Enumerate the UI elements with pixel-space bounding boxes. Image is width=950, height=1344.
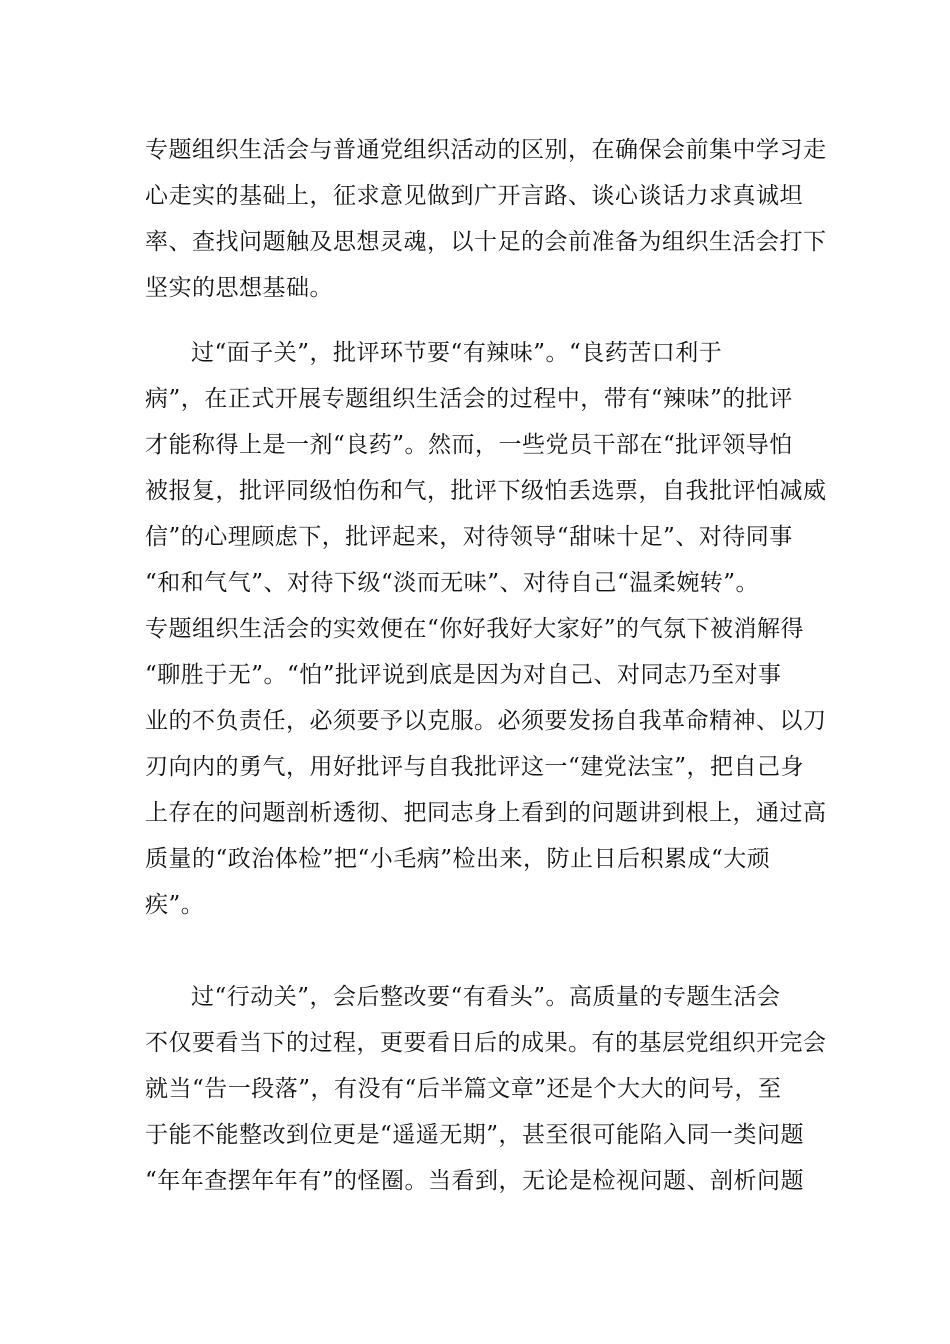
paragraph-line: 就当“告一段落”，有没有“后半篇文章”还是个大大的问号，至 — [145, 1076, 782, 1102]
paragraph-line: 业的不负责任，必须要予以克服。必须要发扬自我革命精神、以刀 — [145, 708, 827, 734]
paragraph-line: 上存在的问题剖析透彻、把同志身上看到的问题讲到根上，通过高 — [145, 800, 827, 826]
paragraph-line: 疾”。 — [145, 892, 205, 918]
paragraph-line: 过“行动关”，会后整改要“有看头”。高质量的专题生活会 — [191, 984, 781, 1010]
paragraph-line: “聊胜于无”。“怕”批评说到底是因为对自己、对同志乃至对事 — [145, 662, 782, 688]
paragraph-line: 质量的“政治体检”把“小毛病”检出来，防止日后积累成“大顽 — [145, 846, 771, 872]
paragraph-line: 被报复，批评同级怕伤和气，批评下级怕丢选票，自我批评怕减威 — [145, 478, 827, 504]
paragraph-2 — [145, 330, 827, 928]
paragraph-line: 过“面子关”，批评环节要“有辣味”。“良药苦口利于 — [191, 340, 723, 366]
paragraph-1 — [145, 127, 827, 311]
paragraph-line: “年年查摆年年有”的怪圈。当看到，无论是检视问题、剖析问题 — [145, 1168, 805, 1194]
paragraph-line: 于能不能整改到位更是“遥遥无期”，甚至很可能陷入同一类问题 — [145, 1122, 805, 1148]
paragraph-line: 信”的心理顾虑下，批评起来，对待领导“甜味十足”、对待同事 — [145, 524, 793, 550]
paragraph-line: 坚实的思想基础。 — [145, 275, 333, 301]
paragraph-line: 病”，在正式开展专题组织生活会的过程中，带有“辣味”的批评 — [145, 386, 793, 412]
paragraph-line: 不仅要看当下的过程，更要看日后的成果。有的基层党组织开完会 — [145, 1030, 827, 1056]
paragraph-line: 心走实的基础上，征求意见做到广开言路、谈心谈话力求真诚坦 — [145, 183, 803, 209]
paragraph-line: 率、查找问题触及思想灵魂，以十足的会前准备为组织生活会打下 — [145, 229, 827, 255]
paragraph-line: 才能称得上是一剂“良药”。然而，一些党员干部在“批评领导怕 — [145, 432, 793, 458]
paragraph-line: 刃向内的勇气，用好批评与自我批评这一“建党法宝”，把自己身 — [145, 754, 805, 780]
paragraph-line: 专题组织生活会与普通党组织活动的区别，在确保会前集中学习走 — [145, 137, 827, 163]
paragraph-3 — [145, 974, 827, 1204]
paragraph-line: “和和气气”、对待下级“淡而无味”、对待自己“温柔婉转”。 — [145, 570, 760, 596]
paragraph-line: 专题组织生活会的实效便在“你好我好大家好”的气氛下被消解得 — [145, 616, 805, 642]
